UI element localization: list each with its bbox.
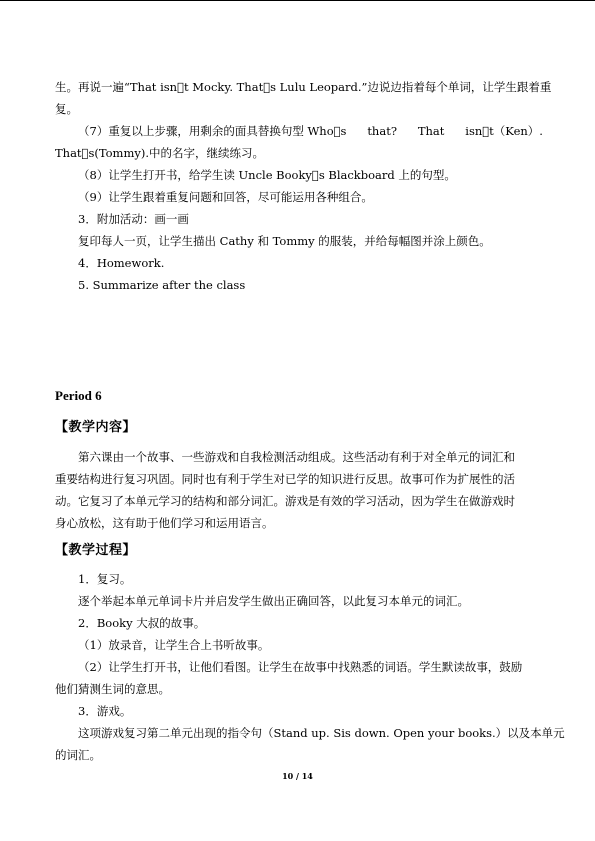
process-line: 逐个举起本单元单词卡片并启发学生做出正确回答，以此复习本单元的词汇。 <box>78 594 469 608</box>
item-4: 4．Homework. <box>78 256 165 270</box>
text-segment: that? <box>367 124 397 138</box>
item-3-text: 复印每人一页，让学生描出 Cathy 和 Tommy 的服装，并给每幅图并涂上颜色。 <box>78 234 491 248</box>
process-line: 2．Booky 大叔的故事。 <box>78 616 206 630</box>
step-9: （9）让学生跟着重复问题和回答，尽可能运用各种组合。 <box>78 190 373 204</box>
section-title-process: 【教学过程】 <box>55 543 137 558</box>
paragraph-line: 重要结构进行复习巩固。同时也有利于学生对已学的知识进行反思。故事可作为扩展性的活 <box>55 472 515 486</box>
text-line: 复。 <box>55 102 78 116</box>
period-title: Period 6 <box>55 388 102 403</box>
paragraph-line: 动。它复习了本单元学习的结构和部分词汇。游戏是有效的学习活动，因为学生在做游戏时 <box>55 494 515 508</box>
section-title-content: 【教学内容】 <box>55 420 137 435</box>
page-number: 10 / 14 <box>282 771 313 781</box>
paragraph-line: 第六课由一个故事、一些游戏和自我检测活动组成。这些活动有利于对全单元的词汇和 <box>78 450 515 464</box>
item-3-heading: 3．附加活动：画一画 <box>78 212 189 226</box>
step-7-line <box>78 120 543 142</box>
text-line: 生。再说一遍“That isn t Mocky. That s Lulu Leopard.”边说边指着每个单词，让学生跟着重 <box>55 80 552 94</box>
text-segment: （7）重复以上步骤，用剩余的面具替换句型 Who s <box>78 124 347 138</box>
text-line: That s(Tommy).中的名字，继续练习。 <box>55 146 264 160</box>
item-5: 5. Summarize after the class <box>78 278 246 292</box>
process-line: 这项游戏复习第二单元出现的指令句（Stand up. Sis down. Open your books.）以及本单元 <box>78 726 565 740</box>
text-segment: That <box>417 124 445 138</box>
process-line: 的词汇。 <box>55 748 101 762</box>
process-line: （2）让学生打开书，让他们看图。让学生在故事中找熟悉的词语。学生默读故事，鼓励 <box>78 660 523 674</box>
paragraph-line: 身心放松，这有助于他们学习和运用语言。 <box>55 516 274 530</box>
page-top-rule <box>0 0 595 1</box>
step-8: （8）让学生打开书，给学生读 Uncle Booky s Blackboard 上的句型。 <box>78 168 456 182</box>
process-line: （1）放录音，让学生合上书听故事。 <box>78 638 270 652</box>
process-line: 他们猜测生词的意思。 <box>55 682 170 696</box>
process-line: 1．复习。 <box>78 572 132 586</box>
text-segment: isn t（Ken）. <box>465 124 543 138</box>
process-line: 3．游戏。 <box>78 704 132 718</box>
